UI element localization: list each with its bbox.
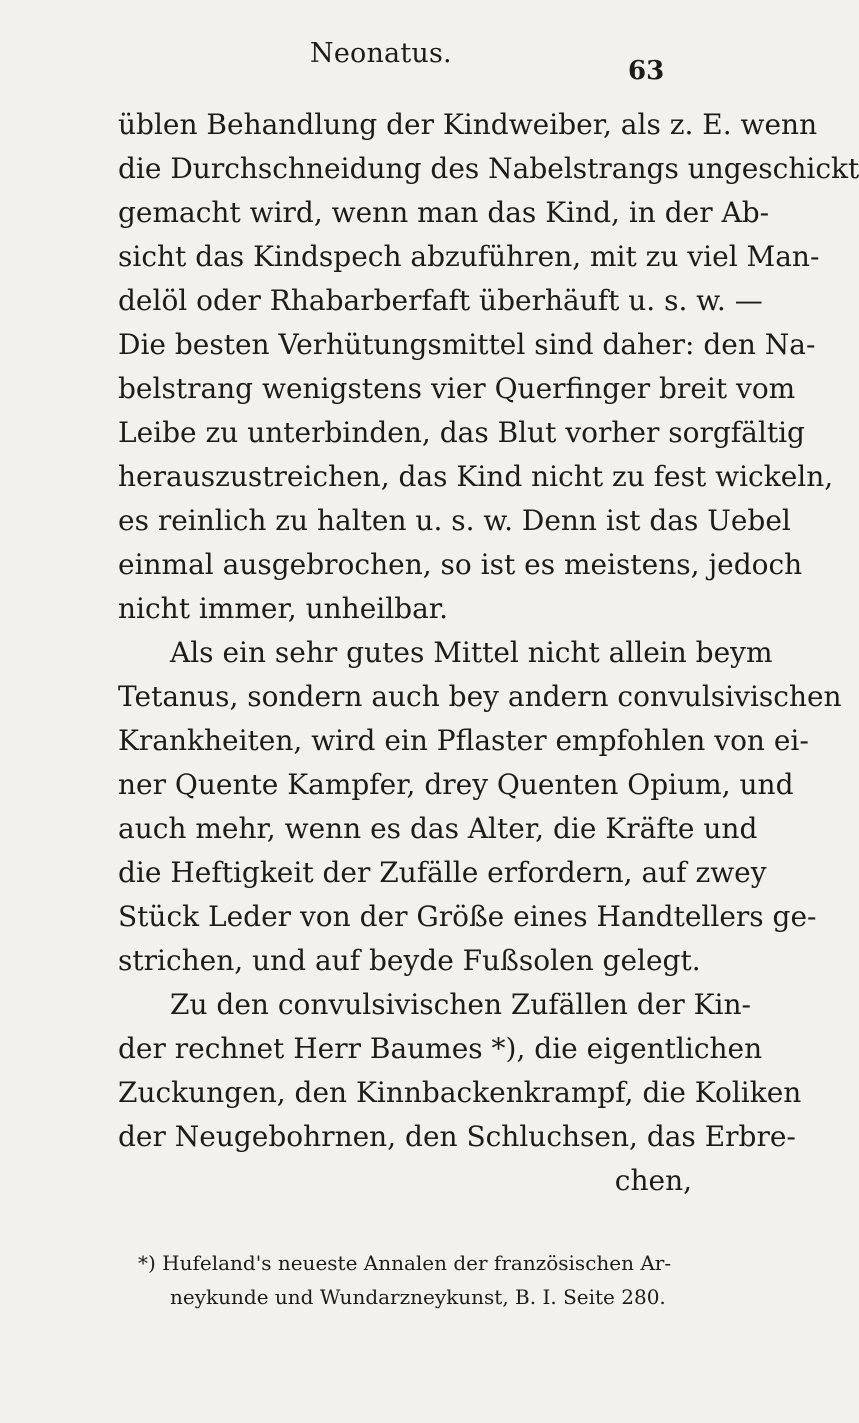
text-line: belstrang wenigstens vier Querfinger breit vom: [118, 372, 796, 405]
text-line: strichen, und auf beyde Fußsolen gelegt.: [118, 944, 701, 977]
running-head: Neonatus.: [310, 38, 452, 69]
text-line: die Durchschneidung des Nabelstrangs ungeschickt: [118, 152, 859, 185]
text-line: der rechnet Herr Baumes *), die eigentlichen: [118, 1032, 763, 1065]
text-line: Zuckungen, den Kinnbackenkrampf, die Koliken: [118, 1076, 802, 1109]
text-line: üblen Behandlung der Kindweiber, als z. E. wenn: [118, 108, 818, 141]
text-line: die Heftigkeit der Zufälle erfordern, auf zwey: [118, 856, 767, 889]
main-text: [118, 103, 859, 1203]
text-line: gemacht wird, wenn man das Kind, in der Ab-: [118, 196, 770, 229]
text-line: Leibe zu unterbinden, das Blut vorher sorgfältig: [118, 416, 805, 449]
text-line: Stück Leder von der Größe eines Handtellers ge-: [118, 900, 817, 933]
paragraph-start-line: Zu den convulsivischen Zufällen der Kin-: [170, 988, 751, 1021]
text-line: auch mehr, wenn es das Alter, die Kräfte und: [118, 812, 758, 845]
text-line: Tetanus, sondern auch bey andern convulsivischen: [118, 680, 842, 713]
catchword-line: chen,: [614, 1164, 692, 1197]
text-line: nicht immer, unheilbar.: [118, 592, 448, 625]
text-line: herauszustreichen, das Kind nicht zu fest wickeln,: [118, 460, 834, 493]
text-line: ner Quente Kampfer, drey Quenten Opium, und: [118, 768, 794, 801]
text-line: delöl oder Rhabarberfaft überhäuft u. s. w. —: [118, 284, 763, 317]
paragraph-start-line: Als ein sehr gutes Mittel nicht allein beym: [170, 636, 773, 669]
text-line: einmal ausgebrochen, so ist es meistens, jedoch: [118, 548, 803, 581]
text-line: Die besten Verhütungsmittel sind daher: den Na-: [118, 328, 816, 361]
footnote-line: *) Hufeland's neueste Annalen der französischen Ar-: [138, 1251, 672, 1275]
text-line: Krankheiten, wird ein Pflaster empfohlen von ei-: [118, 724, 809, 757]
text-line: sicht das Kindspech abzuführen, mit zu viel Man-: [118, 240, 820, 273]
footnote-line: neykunde und Wundarzneykunst, B. I. Seite 280.: [170, 1285, 666, 1309]
text-line: es reinlich zu halten u. s. w. Denn ist das Uebel: [118, 504, 791, 537]
text-line: der Neugebohrnen, den Schluchsen, das Erbre-: [118, 1120, 796, 1153]
page-number: 63: [628, 56, 665, 86]
footnote: [138, 1246, 728, 1314]
